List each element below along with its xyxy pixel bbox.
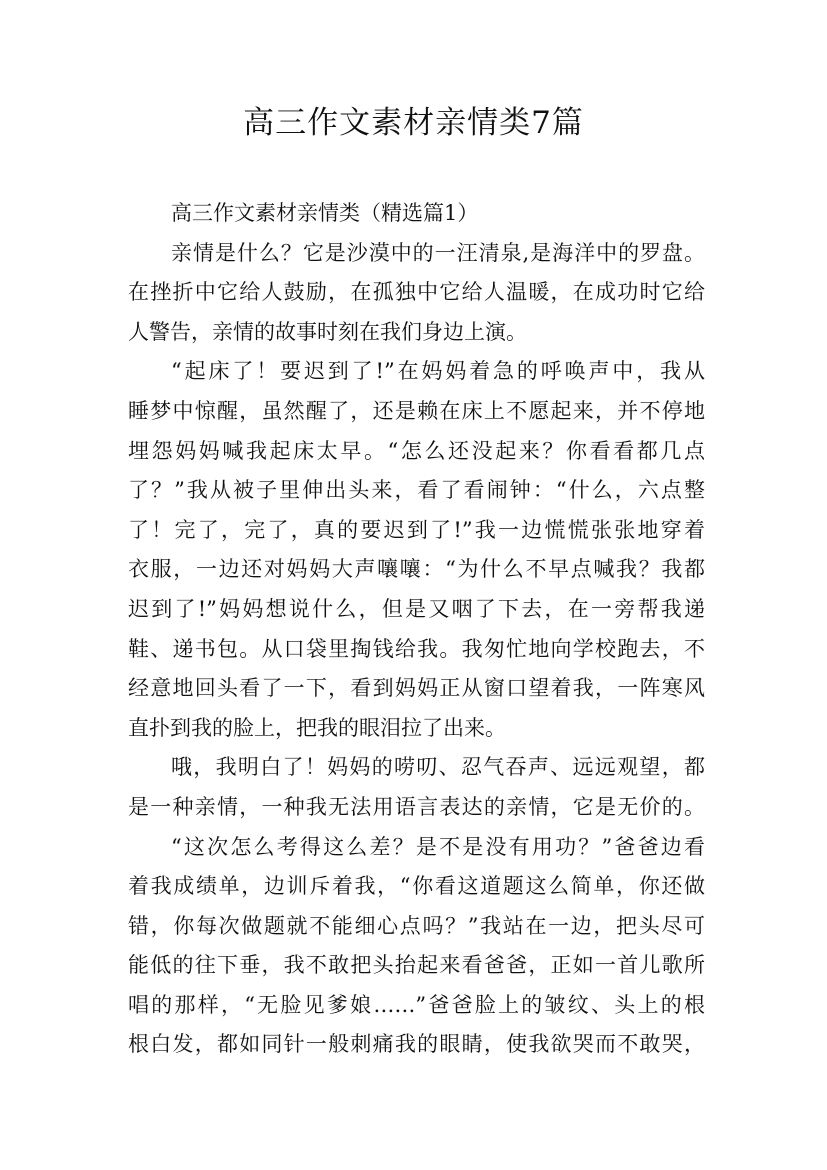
text-line: 错，你每次做题就不能细心点吗？”我站在一边，把头尽可	[128, 913, 705, 938]
text-line: 埋怨妈妈喊我起床太早。“怎么还没起来？你看看都几点	[128, 438, 705, 463]
text-line: 是一种亲情，一种我无法用语言表达的亲情，它是无价的。	[128, 794, 705, 819]
text-line: 直扑到我的脸上，把我的眼泪拉了出来。	[128, 715, 506, 740]
text-line: 人警告，亲情的故事时刻在我们身边上演。	[128, 319, 527, 344]
text-line: 衣服，一边还对妈妈大声嚷嚷：“为什么不早点喊我？我都	[128, 557, 705, 582]
text-line: 鞋、递书包。从口袋里掏钱给我。我匆忙地向学校跑去，不	[128, 636, 705, 661]
text-line: 了？”我从被子里伸出头来，看了看闹钟：“什么，六点整	[128, 478, 705, 503]
text-line: 了！完了，完了，真的要迟到了!”我一边慌慌张张地穿着	[128, 517, 705, 542]
text-line: 迟到了!”妈妈想说什么，但是又咽了下去，在一旁帮我递	[128, 596, 705, 621]
text-line: 根白发，都如同针一般刺痛我的眼睛，使我欲哭而不敢哭，	[128, 1032, 705, 1057]
text-line: 能低的往下垂，我不敢把头抬起来看爸爸，正如一首儿歌所	[128, 953, 705, 978]
text-line: 在挫折中它给人鼓励，在孤独中它给人温暖，在成功时它给	[128, 280, 705, 305]
text-line: “起床了！要迟到了!”在妈妈着急的呼唤声中，我从	[171, 359, 705, 384]
section-heading: 高三作文素材亲情类（精选篇1）	[171, 201, 479, 225]
text-line: 唱的那样，“无脸见爹娘……”爸爸脸上的皱纹、头上的根	[128, 992, 705, 1017]
text-line: 亲情是什么？它是沙漠中的一汪清泉,是海洋中的罗盘。	[171, 240, 705, 265]
text-line: 睡梦中惊醒，虽然醒了，还是赖在床上不愿起来，并不停地	[128, 398, 705, 423]
text-line: “这次怎么考得这么差？是不是没有用功？”爸爸边看	[171, 834, 705, 859]
text-line: 经意地回头看了一下，看到妈妈正从窗口望着我，一阵寒风	[128, 676, 705, 701]
text-line: 着我成绩单，边训斥着我，“你看这道题这么简单，你还做	[128, 874, 705, 899]
document-title: 高三作文素材亲情类7篇	[243, 105, 584, 141]
text-line: 哦，我明白了！妈妈的唠叨、忍气吞声、远远观望，都	[171, 755, 705, 780]
document-body	[128, 194, 705, 1065]
